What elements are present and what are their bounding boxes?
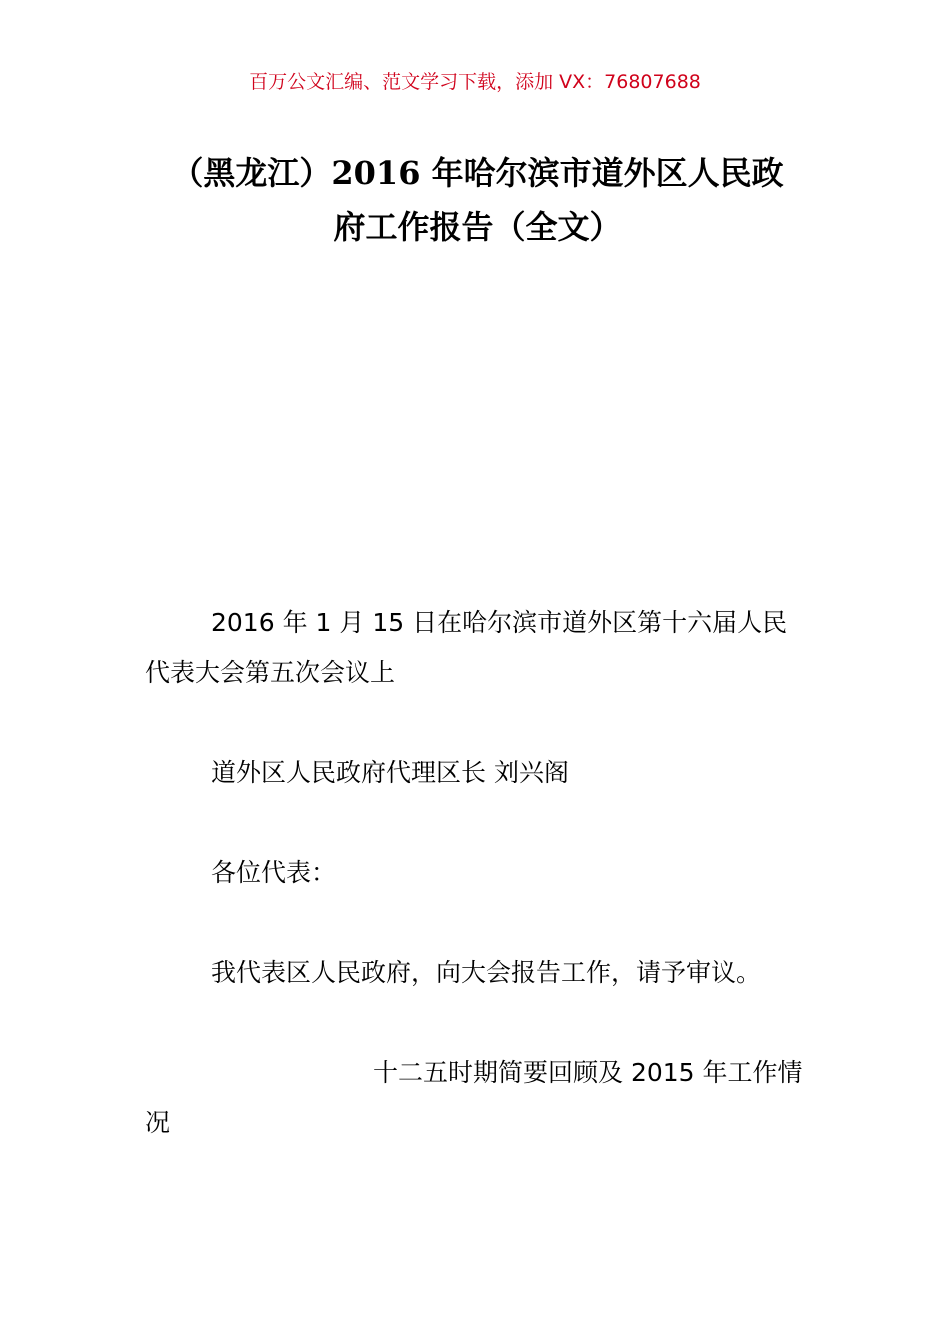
document-title-line-2: 府工作报告（全文） — [333, 208, 622, 246]
section-heading: 十二五时期简要回顾及 2015 年工作情况 — [145, 1058, 803, 1137]
opening-paragraph: 我代表区人民政府，向大会报告工作，请予审议。 — [211, 958, 762, 987]
document-title-line-1: （黑龙江）2016 年哈尔滨市道外区人民政 — [171, 154, 784, 192]
salutation: 各位代表： — [211, 858, 337, 887]
meeting-info-paragraph: 2016 年 1 月 15 日在哈尔滨市道外区第十六届人民代表大会第五次会议上 — [145, 608, 788, 687]
document-title — [145, 146, 810, 254]
speaker-line: 道外区人民政府代理区长 刘兴阁 — [211, 758, 569, 787]
header-advertisement: 百万公文汇编、范文学习下载，添加 VX：76807688 — [249, 71, 701, 93]
